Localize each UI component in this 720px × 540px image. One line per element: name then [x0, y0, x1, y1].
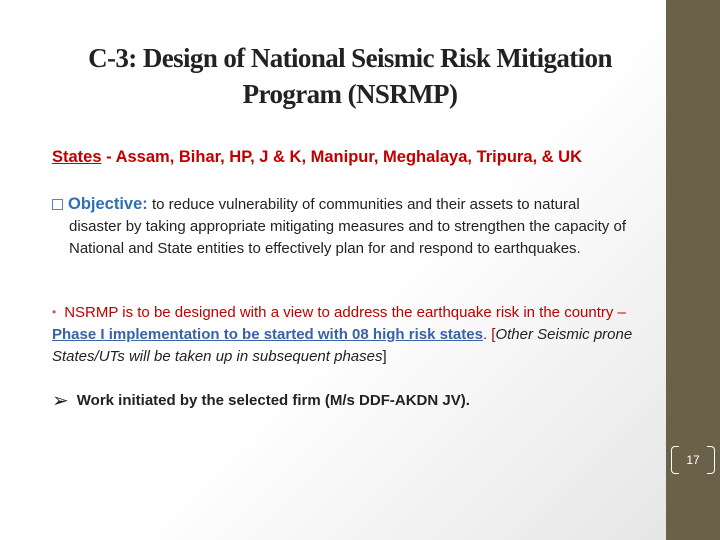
- nsrmp-punct: . [: [482, 326, 496, 343]
- work-text: Work initiated by the selected firm (M/s DDF-AKDN JV).: [76, 392, 470, 409]
- arrow-bullet-icon: ➢: [52, 390, 69, 412]
- states-label: States: [52, 148, 102, 166]
- nsrmp-text: NSRMP is to be designed with a view to address the earthquake risk in the country –: [64, 304, 626, 321]
- states-line: [52, 148, 582, 167]
- bullet-dot-icon: •: [52, 305, 57, 319]
- title-line-2: Program (NSRMP): [242, 79, 458, 109]
- nsrmp-block: [52, 301, 652, 368]
- slide-title: [30, 40, 670, 112]
- phase-link[interactable]: Phase I implementation to be started with 08 high risk states: [52, 326, 483, 343]
- objective-heading: Objective:: [68, 195, 148, 213]
- work-line: [52, 388, 470, 413]
- checkbox-bullet-icon: [52, 199, 63, 210]
- objective-text: disaster by taking appropriate mitigating measures and to strengthen the capacity of National and State entities to effectively plan for and respond to earthquakes.: [69, 218, 626, 257]
- objective-block: [52, 193, 642, 260]
- nsrmp-italic-note: Other Seismic prone States/UTs will be taken up in subsequent phases: [52, 326, 633, 365]
- page-number: 17: [677, 446, 709, 474]
- title-line-1: C-3: Design of National Seismic Risk Mitigation: [88, 43, 612, 73]
- states-list: - Assam, Bihar, HP, J & K, Manipur, Meghalaya, Tripura, & UK: [101, 148, 582, 166]
- nsrmp-close: ]: [382, 348, 387, 365]
- objective-line-1: to reduce vulnerability of communities and their assets to natural: [147, 196, 580, 213]
